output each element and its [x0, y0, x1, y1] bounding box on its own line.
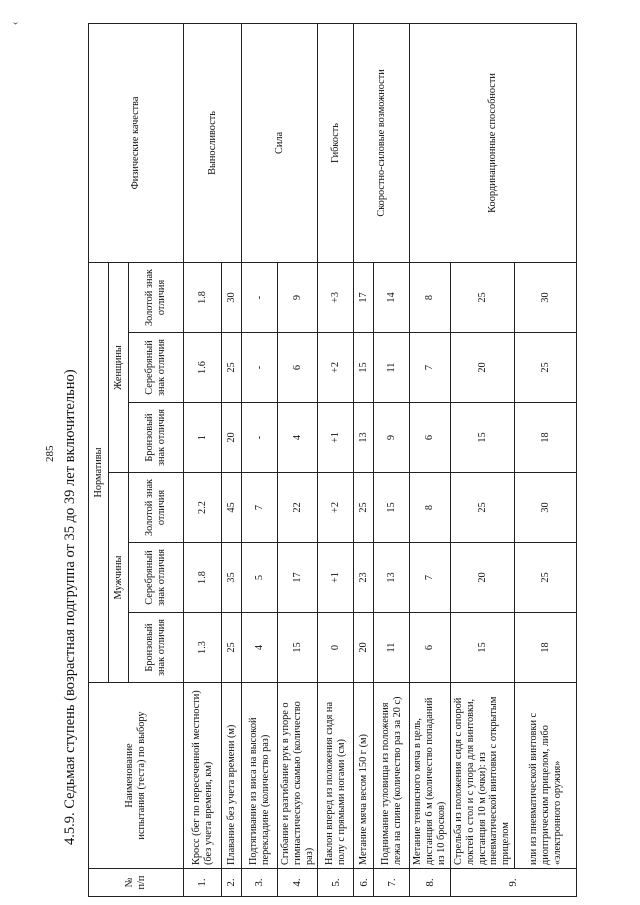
test-name: Поднимание туловища из положения лежа на спине (количество раз за 20 с) [374, 683, 410, 869]
header-men-bronze: Бронзовый знак отличия [129, 613, 184, 683]
women-gold-value: 17 [354, 262, 374, 332]
women-silver-value: +2 [318, 333, 354, 403]
quality-strength: Сила [242, 23, 318, 262]
page-number: 285 [44, 445, 56, 462]
women-gold-value: +3 [318, 262, 354, 332]
quality-coordination: Координационные способности [410, 23, 577, 262]
men-bronze-value: 1.3 [184, 613, 222, 683]
women-silver-value: 6 [278, 333, 318, 403]
men-silver-value: 17 [278, 543, 318, 613]
row-number: 8. [410, 869, 450, 897]
test-name: Подтягивание из виса на высокой перекладине (количество раз) [242, 683, 278, 869]
men-silver-value: 25 [515, 543, 577, 613]
row-number: 9. [450, 869, 576, 897]
men-silver-value: 5 [242, 543, 278, 613]
men-gold-value: +2 [318, 473, 354, 543]
women-bronze-value: 4 [278, 403, 318, 473]
row-number: 4. [278, 869, 318, 897]
men-gold-value: 30 [515, 473, 577, 543]
header-women-bronze: Бронзовый знак отличия [129, 403, 184, 473]
header-men: Мужчины [109, 473, 129, 683]
men-bronze-value: 15 [450, 613, 514, 683]
header-women: Женщины [109, 262, 129, 472]
men-silver-value: 35 [222, 543, 242, 613]
test-name: Кросс (бег по пересеченной местности) (без учета времени, км) [184, 683, 222, 869]
women-bronze-value: 13 [354, 403, 374, 473]
header-norms: Нормативы [89, 262, 109, 682]
test-name: или из пневматической винтовки с диоптрическим прицелом, либо «электронного оружия» [515, 683, 577, 869]
men-gold-value: 2.2 [184, 473, 222, 543]
header-num: № п/п [89, 869, 184, 897]
table-row [242, 23, 278, 896]
men-bronze-value: 11 [374, 613, 410, 683]
women-silver-value: 25 [515, 333, 577, 403]
header-quality: Физические качества [89, 23, 184, 262]
women-silver-value: 20 [450, 333, 514, 403]
women-bronze-value: 18 [515, 403, 577, 473]
row-number: 6. [354, 869, 374, 897]
men-gold-value: 22 [278, 473, 318, 543]
header-men-gold: Золотой знак отличия [129, 473, 184, 543]
men-gold-value: 45 [222, 473, 242, 543]
men-silver-value: 20 [450, 543, 514, 613]
quality-speed_strength: Скоростно-силовые возможности [354, 23, 410, 262]
quality-flexibility: Гибкость [318, 23, 354, 262]
test-name: Метание мяча весом 150 г (м) [354, 683, 374, 869]
women-gold-value: 1.8 [184, 262, 222, 332]
row-number: 7. [374, 869, 410, 897]
women-gold-value: 25 [450, 262, 514, 332]
men-gold-value: 15 [374, 473, 410, 543]
women-silver-value: 11 [374, 333, 410, 403]
men-silver-value: 13 [374, 543, 410, 613]
men-gold-value: 25 [450, 473, 514, 543]
row-number: 2. [222, 869, 242, 897]
men-bronze-value: 25 [222, 613, 242, 683]
women-silver-value: 7 [410, 333, 450, 403]
women-gold-value: 9 [278, 262, 318, 332]
header-women-silver: Серебряный знак отличия [129, 333, 184, 403]
women-bronze-value: +1 [318, 403, 354, 473]
women-silver-value: 15 [354, 333, 374, 403]
women-bronze-value: 15 [450, 403, 514, 473]
women-bronze-value: 9 [374, 403, 410, 473]
men-gold-value: 8 [410, 473, 450, 543]
row-number: 1. [184, 869, 222, 897]
men-bronze-value: 20 [354, 613, 374, 683]
header-test-name: Наименование испытания (теста) по выбору [89, 683, 184, 869]
header-men-silver: Серебряный знак отличия [129, 543, 184, 613]
men-bronze-value: 18 [515, 613, 577, 683]
women-gold-value: 30 [515, 262, 577, 332]
women-silver-value: 1.6 [184, 333, 222, 403]
test-name: Сгибание и разгибание рук в упоре о гимнастическую скамью (количество раз) [278, 683, 318, 869]
men-silver-value: +1 [318, 543, 354, 613]
men-silver-value: 1.8 [184, 543, 222, 613]
table-row [354, 23, 374, 896]
women-gold-value: 8 [410, 262, 450, 332]
row-number: 5. [318, 869, 354, 897]
row-number: 3. [242, 869, 278, 897]
test-name: Наклон вперед из положения сидя на полу с прямыми ногами (см) [318, 683, 354, 869]
women-gold-value: 14 [374, 262, 410, 332]
men-bronze-value: 4 [242, 613, 278, 683]
women-gold-value: - [242, 262, 278, 332]
men-gold-value: 7 [242, 473, 278, 543]
test-name: Плавание без учета времени (м) [222, 683, 242, 869]
norms-table [88, 23, 577, 897]
women-bronze-value: - [242, 403, 278, 473]
women-bronze-value: 1 [184, 403, 222, 473]
table-row [318, 23, 354, 896]
quality-endurance: Выносливость [184, 23, 242, 262]
men-bronze-value: 0 [318, 613, 354, 683]
women-silver-value: - [242, 333, 278, 403]
header-women-gold: Золотой знак отличия [129, 262, 184, 332]
men-silver-value: 23 [354, 543, 374, 613]
test-name: Стрельба из положения сидя с опорой локтей о стол и с упора для винтовки, дистанция 10 м (очки): из пневматической винтовки с открытым прицелом [450, 683, 514, 869]
men-bronze-value: 15 [278, 613, 318, 683]
women-gold-value: 30 [222, 262, 242, 332]
table-row [410, 23, 450, 896]
section-title: 4.5.9. Седьмая ступень (возрастная подгруппа от 35 до 39 лет включительно) [62, 369, 78, 845]
women-silver-value: 25 [222, 333, 242, 403]
women-bronze-value: 20 [222, 403, 242, 473]
men-silver-value: 7 [410, 543, 450, 613]
men-gold-value: 25 [354, 473, 374, 543]
test-name: Метание теннисного мяча в цель, дистанция 6 м (количество попаданий из 10 бросков) [410, 683, 450, 869]
women-bronze-value: 6 [410, 403, 450, 473]
men-bronze-value: 6 [410, 613, 450, 683]
table-row [184, 23, 222, 896]
scan-mark: ‹ [10, 21, 21, 25]
